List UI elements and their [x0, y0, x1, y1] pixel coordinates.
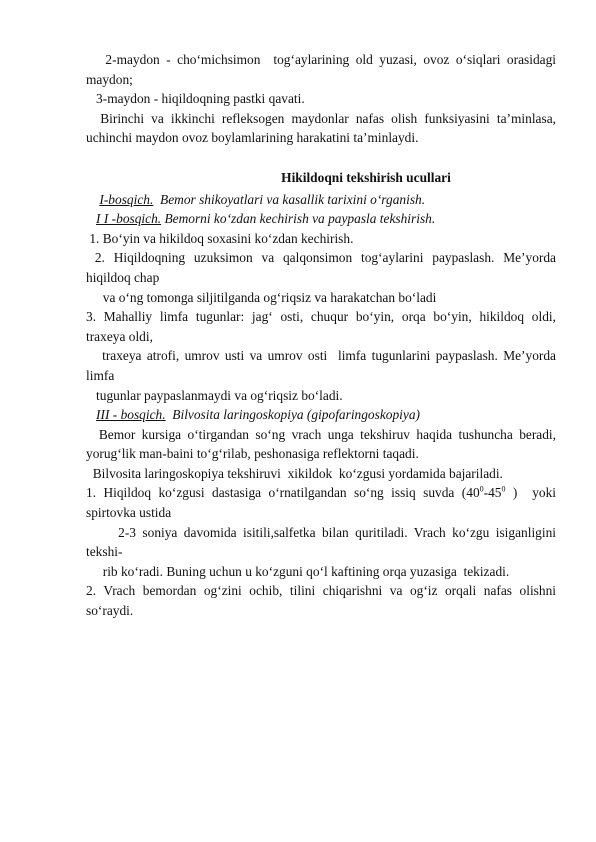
- item-2: 2. Hiqildoqning uzuksimon va qalqonsimon tog‘aylarini paypaslash. Me’yorda: [86, 250, 556, 266]
- paragraph-reflexogenic: Birinchi va ikkinchi refleksogen maydonlar nafas olish funksiyasini ta’minlasa,: [86, 110, 556, 126]
- body-bilvosita: Bilvosita laringoskopiya tekshiruvi xikildok ko‘zgusi yordamida bajariladi.: [86, 465, 503, 481]
- stage-1-text: Bemor shikoyatlari va kasallik tarixini o‘rganish.: [153, 191, 426, 207]
- paragraph-zone-2: 2-maydon - cho‘michsimon tog‘aylarining old yuzasi, ovoz o‘siqlari orasidagi: [86, 52, 556, 67]
- stage-2-text: Bemorni ko‘zdan kechirish va paypasla tekshirish.: [161, 211, 436, 227]
- stage-1-line: [86, 190, 556, 210]
- step-1-text: 1. Hiqildoq ko‘zgusi dastasiga o‘rnatilgandan so‘ng issiq suvda (40: [86, 485, 480, 501]
- item-3: 3. Mahalliy limfa tugunlar: jag‘ osti, chuqur bo‘yin, orqa bo‘yin, hikildoq oldi,: [86, 309, 556, 325]
- stage-1-label: I-bosqich.: [99, 191, 154, 207]
- paragraph-reflexogenic-end: uchinchi maydon ovoz boylamlarining harakatini ta’minlaydi.: [86, 130, 419, 146]
- item-3-cont-3: limfa: [86, 367, 115, 383]
- degree-sup-1: 0: [479, 485, 484, 494]
- body-kursi-cont: yorug‘lik man-baini to‘g‘rilab, peshonasiga reflektorni taqadi.: [86, 446, 419, 462]
- step-1-post: ) yoki: [505, 485, 557, 501]
- stage-3-text: Bilvosita laringoskopiya (gipofaringoskopiya): [165, 407, 420, 423]
- document-page: [86, 50, 556, 621]
- step-1: [86, 483, 556, 503]
- body-kursi: Bemor kursiga o‘tirgandan so‘ng vrach unga tekshiruv haqida tushuncha beradi,: [86, 426, 557, 442]
- step-1-cont-3: tekshi-: [86, 544, 123, 560]
- paragraph-zone-3: 3-maydon - hiqildoqning pastki qavati.: [86, 91, 305, 107]
- item-3-cont-2: traxeya atrofi, umrov usti va umrov osti limfa tugunlarini paypaslash. Me’yorda: [86, 348, 556, 364]
- step-1-cont-2: 2-3 soniya davomida isitili,salfetka bilan quritiladi. Vrach ko‘zgu isiganligini: [86, 524, 556, 540]
- item-3-cont: traxeya oldi,: [86, 328, 153, 344]
- step-1-cont: spirtovka ustida: [86, 505, 172, 521]
- item-2-cont-2: va o‘ng tomonga siljitilganda og‘riqsiz va harakatchan bo‘ladi: [86, 289, 437, 305]
- step-1-cont-4: rib ko‘radi. Buning uchun u ko‘zguni qo‘l kaftining orqa yuzasiga tekizadi.: [86, 563, 510, 579]
- degree-sup-2: 0: [501, 485, 506, 494]
- stage-2-line: [86, 209, 556, 229]
- item-1: 1. Bo‘yin va hikildoq soxasini ko‘zdan kechirish.: [86, 230, 354, 246]
- stage-3-line: [86, 405, 556, 425]
- stage-3-label: III - bosqich.: [96, 407, 166, 423]
- section-title: Hikildoqni tekshirish ucullari: [281, 169, 451, 185]
- step-2-cont: so‘raydi.: [86, 603, 134, 619]
- item-3-cont-4: tugunlar paypaslanmaydi va og‘riqsiz bo‘ladi.: [86, 387, 343, 403]
- step-2: 2. Vrach bemordan og‘zini ochib, tilini chiqarishni va og‘iz orqali nafas olishni: [86, 583, 556, 599]
- item-2-cont: hiqildoq chap: [86, 269, 160, 285]
- step-1-mid: -45: [483, 485, 502, 501]
- paragraph-zone-2-end: maydon;: [86, 71, 133, 87]
- stage-2-label: I I -bosqich.: [96, 211, 162, 227]
